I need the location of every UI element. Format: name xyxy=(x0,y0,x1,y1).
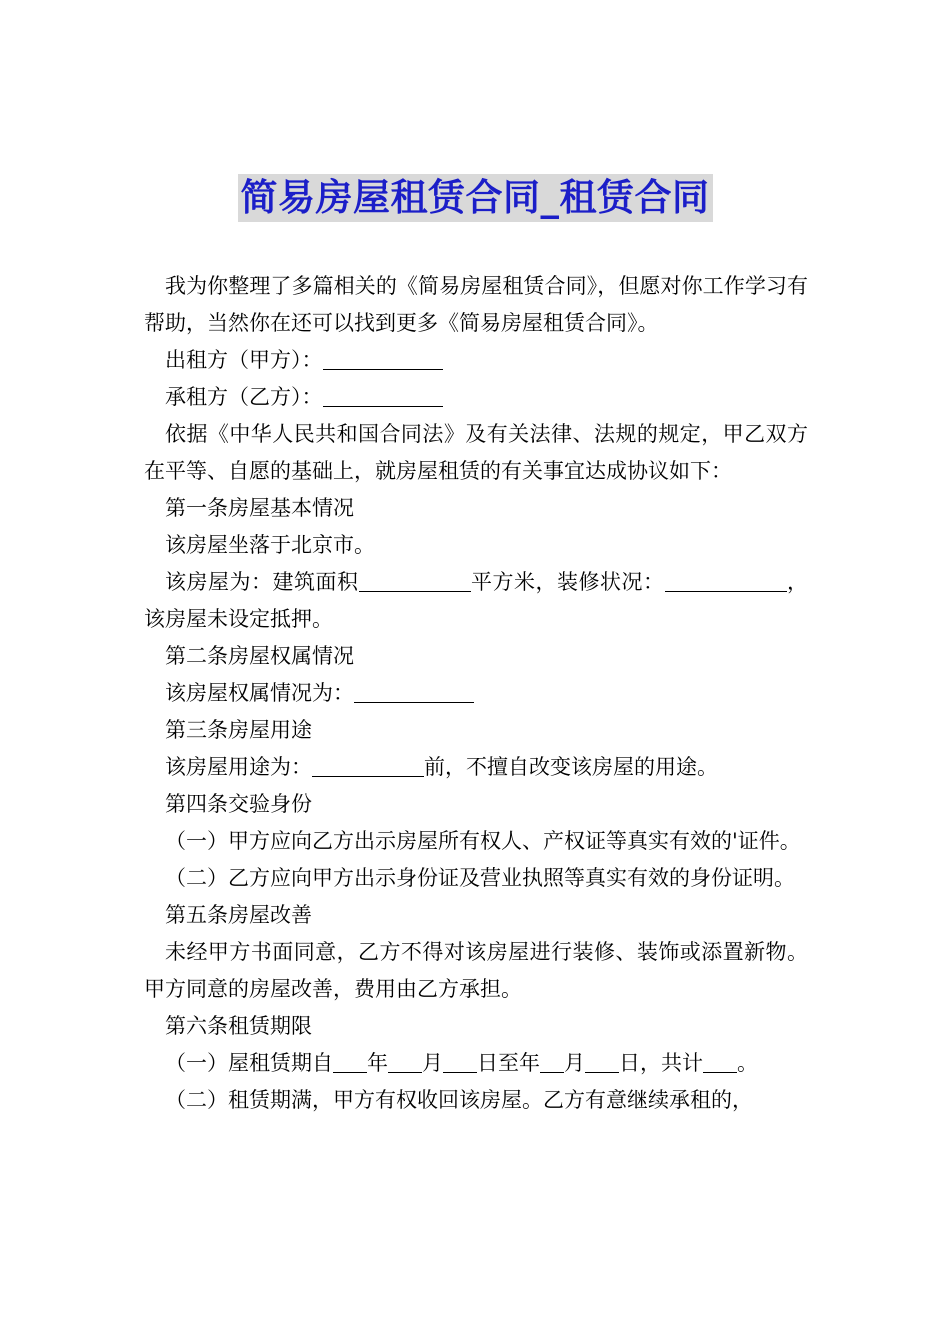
article-3-text xyxy=(144,749,808,786)
article-4-item-1: （一）甲方应向乙方出示房屋所有权人、产权证等真实有效的'证件。 xyxy=(165,829,801,853)
term-text-d: 日至年 xyxy=(477,1051,540,1075)
term-text-c: 月 xyxy=(422,1051,443,1075)
article-4-heading: 第四条交验身份 xyxy=(165,792,312,816)
article-6-item-1 xyxy=(144,1045,808,1082)
end-month-blank xyxy=(540,1050,564,1073)
lessee-line xyxy=(144,379,808,416)
article-5-text: 未经甲方书面同意，乙方不得对该房屋进行装修、装饰或添置新物。甲方同意的房屋改善，费用由乙方承担。 xyxy=(144,940,808,1001)
article-6-item-2: （二）租赁期满，甲方有权收回该房屋。乙方有意继续承租的， xyxy=(165,1088,753,1112)
lessee-blank xyxy=(323,384,443,407)
ownership-blank xyxy=(354,680,474,703)
lessor-label: 出租方（甲方）： xyxy=(165,348,323,372)
total-blank xyxy=(703,1050,737,1073)
usage-blank xyxy=(312,754,424,777)
end-day-blank xyxy=(585,1050,619,1073)
term-text-e: 月 xyxy=(564,1051,585,1075)
document-body xyxy=(144,268,808,1119)
start-month-blank xyxy=(388,1050,422,1073)
area-mid: 平方米，装修状况： xyxy=(470,570,665,594)
start-year-blank xyxy=(333,1050,367,1073)
term-text-g: 。 xyxy=(737,1051,758,1075)
document-title-text: 简易房屋租赁合同_租赁合同 xyxy=(238,174,713,222)
area-blank xyxy=(359,569,471,592)
lessor-blank xyxy=(323,347,443,370)
term-text-a: （一）屋租赁期自 xyxy=(165,1051,333,1075)
start-day-blank xyxy=(443,1050,477,1073)
basis-paragraph: 依据《中华人民共和国合同法》及有关法律、法规的规定，甲乙双方在平等、自愿的基础上，就房屋租赁的有关事宜达成协议如下： xyxy=(144,422,808,483)
lessee-label: 承租方（乙方）： xyxy=(165,385,323,409)
lessor-line xyxy=(144,342,808,379)
document-title xyxy=(0,174,950,222)
article-1-heading: 第一条房屋基本情况 xyxy=(165,496,354,520)
ownership-label: 该房屋权属情况为： xyxy=(165,681,354,705)
article-3-heading: 第三条房屋用途 xyxy=(165,718,312,742)
decoration-blank xyxy=(665,569,777,592)
intro-paragraph: 我为你整理了多篇相关的《简易房屋租赁合同》，但愿对你工作学习有帮助，当然你在还可以找到更多《简易房屋租赁合同》。 xyxy=(144,274,808,335)
term-text-f: 日，共计 xyxy=(619,1051,703,1075)
article-5-heading: 第五条房屋改善 xyxy=(165,903,312,927)
article-2-heading: 第二条房屋权属情况 xyxy=(165,644,354,668)
article-4-item-2: （二）乙方应向甲方出示身份证及营业执照等真实有效的身份证明。 xyxy=(165,866,795,890)
term-text-b: 年 xyxy=(367,1051,388,1075)
usage-suffix: 前，不擅自改变该房屋的用途。 xyxy=(424,755,718,779)
area-prefix: 该房屋为：建筑面积 xyxy=(165,570,359,594)
area-suffix: ，该房屋未设定抵押。 xyxy=(144,570,808,631)
article-1-location: 该房屋坐落于北京市。 xyxy=(165,533,375,557)
article-2-text xyxy=(144,675,808,712)
usage-prefix: 该房屋用途为： xyxy=(165,755,312,779)
article-1-area xyxy=(144,564,808,638)
decoration-blank-tail xyxy=(777,569,787,592)
article-6-heading: 第六条租赁期限 xyxy=(165,1014,312,1038)
